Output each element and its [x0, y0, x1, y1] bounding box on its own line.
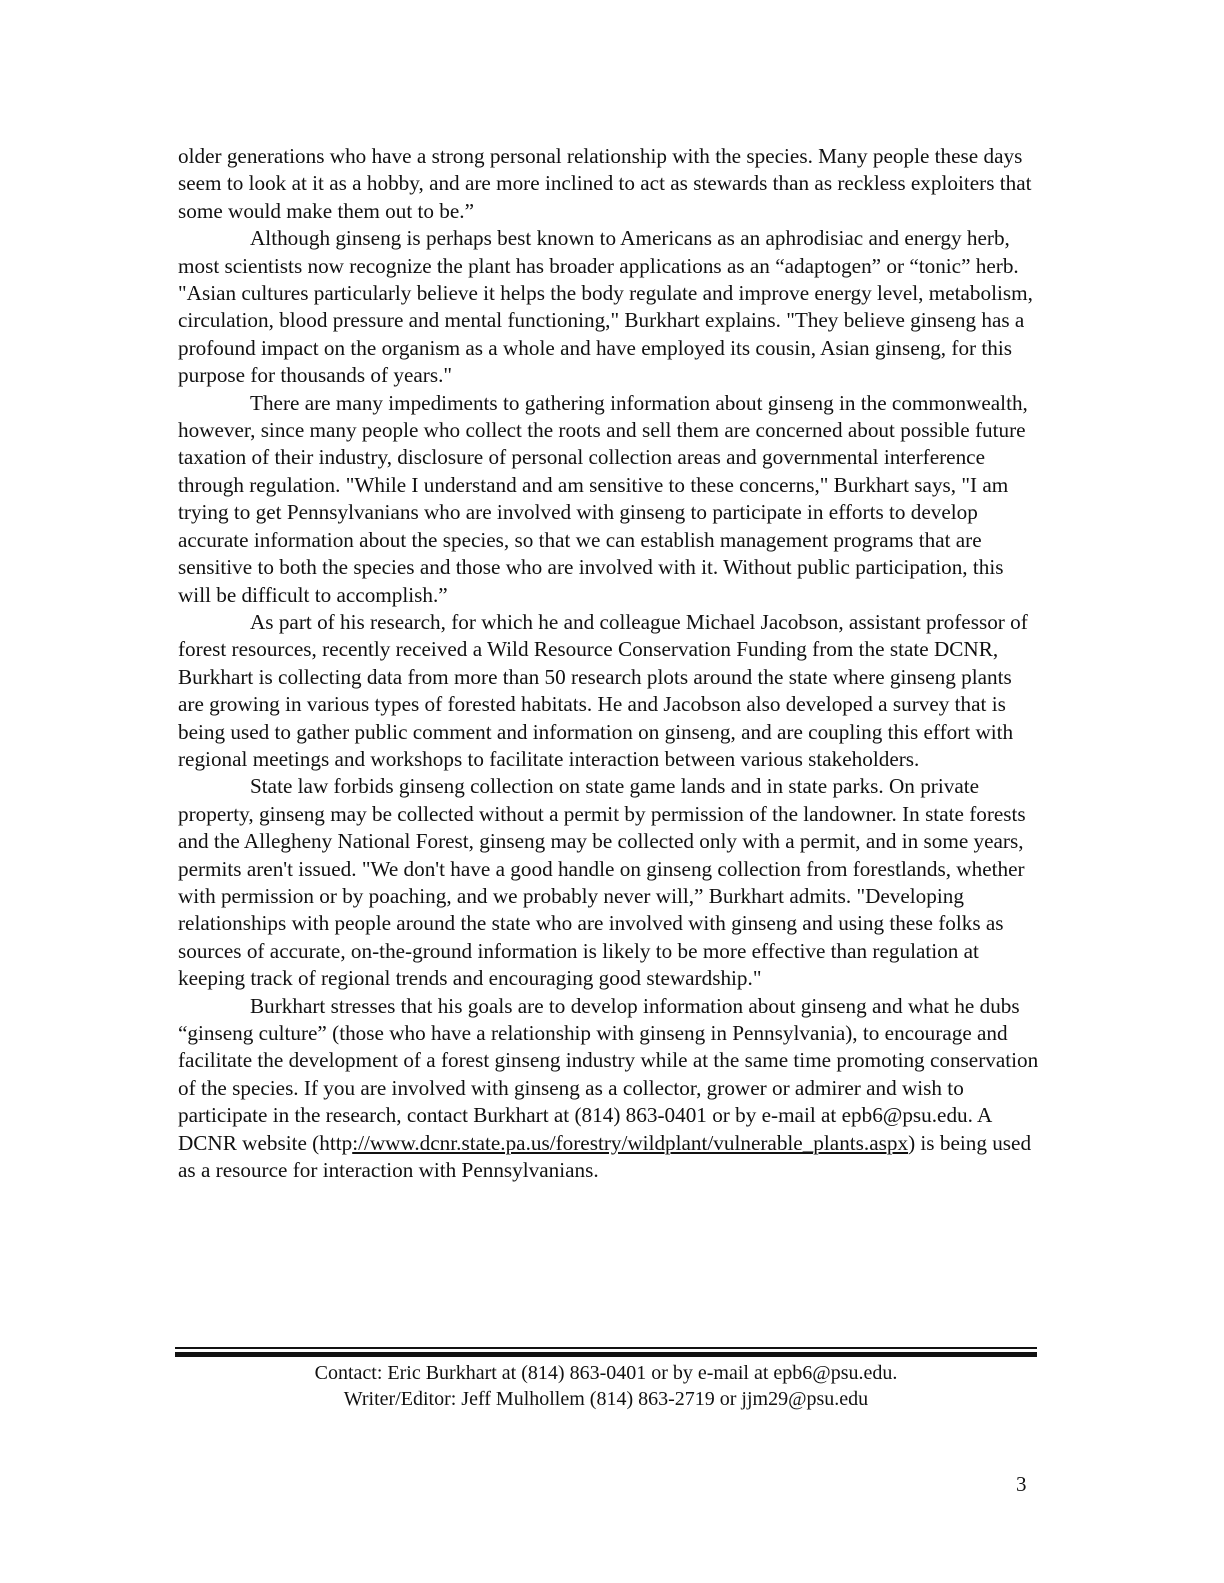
footer: [175, 1360, 1037, 1412]
paragraph-research: As part of his research, for which he and colleague Michael Jacobson, assistant professor of forest resources, recently received a Wild Resource Conservation Funding from the state DCNR, Burkhart is collecting data from more than 50 research plots around the state where ginseng plants are growing in various types of forested habitats. He and Jacobson also developed a survey that is being used to gather public comment and information on ginseng, and are coupling this effort with regional meetings and workshops to facilitate interaction between various stakeholders.: [178, 609, 1028, 771]
footer-writer: Writer/Editor: Jeff Mulhollem (814) 863-2719 or jjm29@psu.edu: [343, 1388, 869, 1410]
dcnr-website-link[interactable]: ://www.dcnr.state.pa.us/forestry/wildplant/vulnerable_plants.aspx: [352, 1130, 909, 1155]
paragraph-adaptogen: Although ginseng is perhaps best known to Americans as an aphrodisiac and energy herb, most scientists now recognize the plant has broader applications as an “adaptogen” or “tonic” herb. "Asian cultures particularly believe it helps the body regulate and improve energy level, metabolism, circulation, blood pressure and mental functioning," Burkhart explains. "They believe ginseng has a profound impact on the organism as a whole and have employed its cousin, Asian ginseng, for this purpose for thousands of years.": [178, 226, 1033, 388]
article-body: [178, 143, 1040, 1184]
page-number: 3: [1016, 1472, 1027, 1496]
paragraph-impediments: There are many impediments to gathering information about ginseng in the commonwealth, however, since many people who collect the roots and sell them are concerned about possible future taxation of their industry, disclosure of personal collection areas and governmental interference through regulation. "While I understand and am sensitive to these concerns," Burkhart says, "I am trying to get Pennsylvanians who are involved with ginseng to participate in efforts to develop accurate information about the species, so that we can establish management programs that are sensitive to both the species and those who are involved with it. Without public participation, this will be difficult to accomplish.”: [178, 390, 1028, 607]
footer-divider: [175, 1347, 1037, 1357]
divider-thick-line: [175, 1352, 1037, 1357]
paragraph-goals: [178, 993, 1040, 1185]
divider-thin-line: [175, 1347, 1037, 1349]
goals-text-end: ) is being used as a resource for interaction with Pennsylvanians.: [178, 1130, 1032, 1183]
paragraph-state-law: State law forbids ginseng collection on state game lands and in state parks. On private property, ginseng may be collected without a permit by permission of the landowner. In state forests and the Allegheny National Forest, ginseng may be collected only with a permit, and in some years, permits aren't issued. "We don't have a good handle on ginseng collection from forestlands, whether with permission or by poaching, and we probably never will,” Burkhart admits. "Developing relationships with people around the state who are involved with ginseng and using these folks as sources of accurate, on-the-ground information is likely to be more effective than regulation at keeping track of regional trends and encouraging good stewardship.": [178, 774, 1026, 991]
paragraph-continuation: older generations who have a strong personal relationship with the species. Many people these days seem to look at it as a hobby, and are more inclined to act as stewards than as reckless exploiters that some would make them out to be.”: [178, 144, 1032, 223]
goals-text: Burkhart stresses that his goals are to develop information about ginseng and what he dubs “ginseng culture” (those who have a relationship with ginseng in Pennsylvania), to encourage and facilitate the development of a forest ginseng industry while at the same time promoting conservation of the species. If you are involved with ginseng as a collector, grower or admirer and wish to participate in the research, contact Burkhart at (814) 863-0401 or by e-mail at epb6@psu.edu. A DCNR website (http: [178, 993, 1039, 1155]
footer-contact: Contact: Eric Burkhart at (814) 863-0401 or by e-mail at epb6@psu.edu.: [314, 1362, 898, 1384]
